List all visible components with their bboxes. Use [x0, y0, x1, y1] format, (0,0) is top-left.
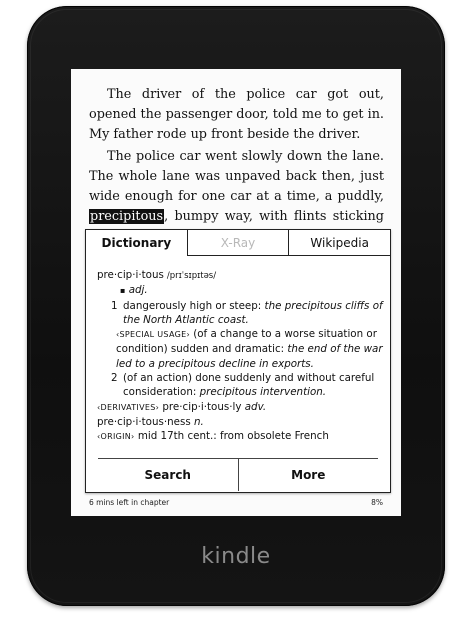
- tab-dictionary[interactable]: Dictionary: [101, 236, 172, 250]
- special-usage: ‹SPECIAL USAGE› (of a change to a worse situation or condition) sudden and dramatic: the end of the war led to a precipitous decline in exports.: [116, 328, 383, 370]
- more-button[interactable]: More: [238, 459, 379, 491]
- pos-line: [97, 283, 383, 298]
- bullet-icon: ▪: [120, 286, 126, 296]
- headword: pre·cip·i·tous: [97, 269, 164, 281]
- derivative-2-line: pre·cip·i·tous·ness n.: [97, 415, 204, 428]
- pronunciation: /prɪˈsɪpɪtəs/: [166, 271, 217, 281]
- sense-1: 1 dangerously high or steep: the precipitous cliffs of the North Atlantic coast.: [111, 299, 383, 326]
- paragraph-1: The driver of the police car got out, opened the passenger door, told me to get in. My father rode up front beside the driver.: [89, 87, 385, 142]
- headword-line: [97, 268, 383, 283]
- popup-actions: [98, 458, 378, 491]
- popup-tabs: [86, 230, 390, 256]
- sense-2: 2 (of an action) done suddenly and without careful consideration: precipitous intervention.: [111, 372, 375, 399]
- e-ink-screen: [71, 69, 401, 516]
- origin-line: ‹ORIGIN› mid 17th cent.: from obsolete French: [97, 430, 329, 443]
- derivatives-line: ‹DERIVATIVES› pre·cip·i·tous·ly adv.: [97, 400, 267, 413]
- tab-x-ray[interactable]: X-Ray: [187, 230, 289, 256]
- dictionary-entry: [97, 268, 383, 445]
- kindle-logo: kindle: [201, 544, 271, 569]
- dictionary-popup: [85, 229, 391, 493]
- search-button[interactable]: Search: [144, 468, 191, 482]
- reading-progress: 8%: [371, 498, 383, 507]
- time-left-in-chapter: 6 mins left in chapter: [89, 498, 170, 507]
- part-of-speech: adj.: [128, 284, 148, 297]
- paragraph-2-after: , bumpy way, with flints sticking: [164, 209, 384, 224]
- reading-text[interactable]: [89, 85, 384, 247]
- selected-word[interactable]: precipitous: [90, 209, 164, 224]
- tab-wikipedia[interactable]: Wikipedia: [288, 230, 390, 256]
- paragraph-2-before: The police car went slowly down the lane. The whole lane was unpaved back then, just wide enough for one car at a time, a puddly,: [89, 149, 384, 204]
